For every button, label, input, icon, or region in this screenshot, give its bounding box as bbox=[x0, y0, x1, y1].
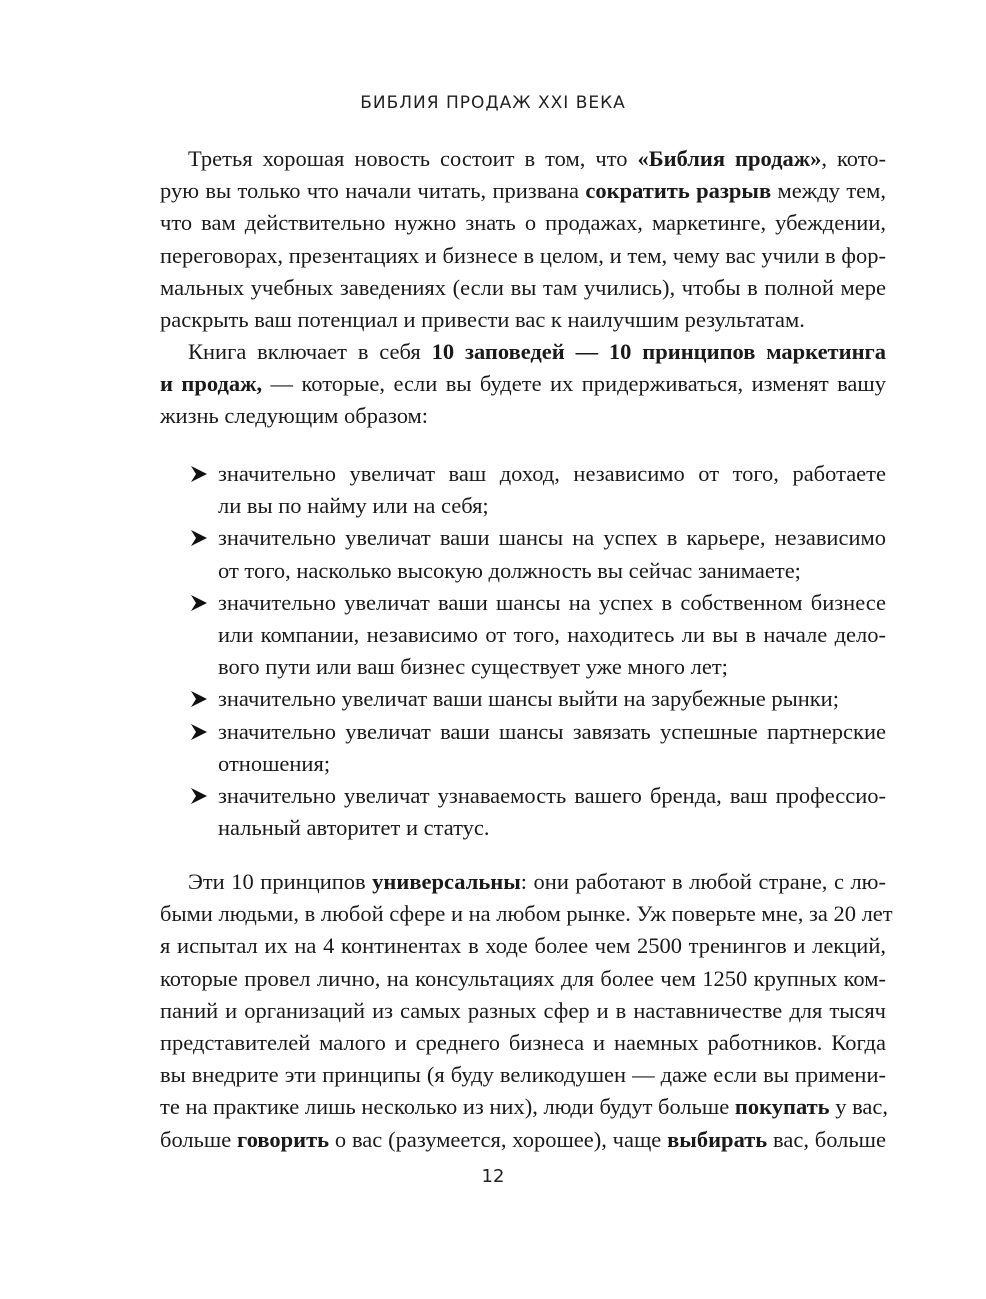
text-line: вы внедрите эти принципы (я буду великодушен — даже если вы примени- bbox=[160, 1062, 886, 1088]
arrowhead-right-icon bbox=[190, 787, 208, 805]
list-item: значительно увеличат ваш доход, независимо от того, работаете ли вы по найму или на себя; bbox=[160, 458, 886, 522]
text-line: паний и организаций из самых разных сфер и в наставничестве для тысяч bbox=[160, 997, 886, 1023]
list-item: значительно увеличат ваши шансы на успех в собственном бизнесе или компании, независимо от того, находитесь ли вы в начале дело- вого пути или ваш бизнес существует уже много лет; bbox=[160, 587, 886, 684]
list-item: значительно увеличат ваши шансы на успех в карьере, независимо от того, насколько высокую должность вы сейчас занимаете; bbox=[160, 522, 886, 586]
arrowhead-right-icon bbox=[190, 723, 208, 741]
text-line: больше говорить о вас (разумеется, хорошее), чаще выбирать вас, больше bbox=[160, 1126, 886, 1152]
paragraph-2 bbox=[160, 336, 886, 433]
text-line: те на практике лишь несколько из них), люди будут больше покупать у вас, bbox=[160, 1094, 889, 1120]
text-line: рую вы только что начали читать, призвана сократить разрыв между тем, bbox=[160, 178, 886, 204]
bold-term: говорить bbox=[237, 1126, 330, 1152]
text-line: Книга включает в себя 10 заповедей — 10 принципов маркетинга bbox=[188, 339, 886, 364]
bold-term: и продаж, bbox=[160, 371, 263, 397]
text-line: Эти 10 принципов универсальны: они работают в любой стране, с лю- bbox=[188, 869, 886, 894]
arrowhead-right-icon bbox=[190, 690, 208, 708]
bold-term: выбирать bbox=[667, 1126, 768, 1152]
benefits-list bbox=[160, 458, 886, 844]
text-line: быми людьми, в любой сфере и на любом рынке. Уж поверьте мне, за 20 лет bbox=[160, 901, 893, 927]
bold-term: сократить разрыв bbox=[585, 178, 772, 204]
list-item: значительно увеличат узнаваемость вашего бренда, ваш профессио- нальный авторитет и статус. bbox=[160, 780, 886, 844]
bold-term: «Библия продаж» bbox=[637, 146, 822, 171]
list-item: значительно увеличат ваши шансы завязать успешные партнерские отношения; bbox=[160, 716, 886, 780]
text-line: и продаж, — которые, если вы будете их придерживаться, изменят вашу bbox=[160, 371, 886, 397]
paragraph-1 bbox=[160, 143, 886, 336]
text-line: Третья хорошая новость состоит в том, что «Библия продаж», кото- bbox=[188, 146, 886, 171]
list-item: значительно увеличат ваши шансы выйти на зарубежные рынки; bbox=[160, 683, 886, 715]
page-number: 12 bbox=[481, 1166, 505, 1187]
text-line: раскрыть ваш потенциал и привести вас к наилучшим результатам. bbox=[160, 306, 805, 332]
paragraph-3 bbox=[160, 866, 893, 1156]
arrowhead-right-icon bbox=[190, 529, 208, 547]
bold-term: покупать bbox=[734, 1094, 830, 1120]
arrowhead-right-icon bbox=[190, 465, 208, 483]
arrowhead-right-icon bbox=[190, 594, 208, 612]
text-line: что вам действительно нужно знать о продажах, маркетинге, убеждении, bbox=[160, 210, 886, 236]
text-line: жизнь следующим образом: bbox=[160, 403, 429, 429]
text-line: которые провел лично, на консультациях для более чем 1250 крупных ком- bbox=[160, 965, 886, 991]
text-line: представителей малого и среднего бизнеса и наемных работников. Когда bbox=[160, 1029, 886, 1055]
text-line: переговорах, презентациях и бизнесе в целом, и тем, чему вас учили в фор- bbox=[160, 242, 886, 268]
text-line: я испытал их на 4 континентах в ходе более чем 2500 тренингов и лекций, bbox=[160, 933, 886, 959]
text-line: мальных учебных заведениях (если вы там учились), чтобы в полной мере bbox=[160, 274, 886, 300]
bold-term: универсальны bbox=[372, 869, 521, 894]
bold-term: 10 заповедей — 10 принципов маркетинга bbox=[431, 339, 886, 364]
running-header: БИБЛИЯ ПРОДАЖ XXI ВЕКА bbox=[360, 93, 626, 113]
